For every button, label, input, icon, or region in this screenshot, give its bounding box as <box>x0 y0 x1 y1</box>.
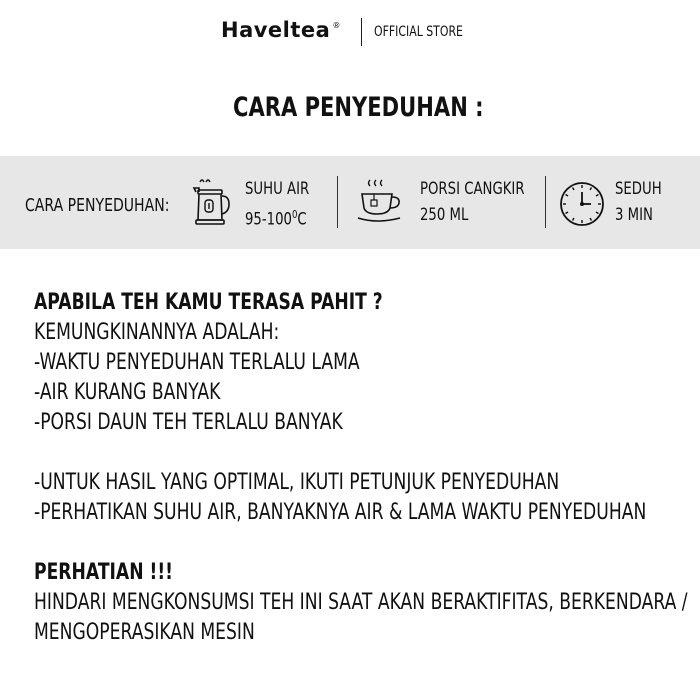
steep-time-value: 3 MIN <box>615 205 653 225</box>
spec-divider-1 <box>337 176 338 228</box>
official-store-text: OFFICIAL STORE <box>374 24 463 40</box>
body-line <box>34 408 684 438</box>
body-line-text: -PORSI DAUN TEH TERLALU BANYAK <box>34 410 343 435</box>
spacer <box>34 438 684 468</box>
steep-time-label: SEDUH <box>615 179 662 199</box>
kettle-icon <box>190 178 232 226</box>
warning-line <box>34 588 688 618</box>
brewing-bar-label-text: CARA PENYEDUHAN: <box>25 195 170 216</box>
header-divider <box>361 18 362 46</box>
body-line-text: -WAKTU PENYEDUHAN TERLALU LAMA <box>34 350 360 375</box>
tip-line-text: -UNTUK HASIL YANG OPTIMAL, IKUTI PETUNJUK PENYEDUHAN <box>34 470 560 495</box>
tip-line <box>34 498 684 528</box>
cup-portion-label: PORSI CANGKIR <box>420 179 525 199</box>
tea-cup-icon <box>356 178 404 224</box>
body-line <box>34 378 684 408</box>
body-line <box>34 348 684 378</box>
body-line-text: KEMUNGKINANNYA ADALAH: <box>34 320 280 345</box>
warning-line-text: HINDARI MENGKONSUMSI TEH INI SAAT AKAN BERAKTIFITAS, BERKENDARA / <box>34 590 688 615</box>
water-temperature <box>245 176 327 233</box>
tip-line-text: -PERHATIKAN SUHU AIR, BANYAKNYA AIR & LAMA WAKTU PENYEDUHAN <box>34 500 647 525</box>
warning-heading <box>34 558 684 588</box>
official-store-label <box>374 24 488 40</box>
degree-sup: 0 <box>291 208 298 221</box>
steep-time <box>615 176 675 228</box>
page-title <box>233 92 554 123</box>
warning-line-text: MENGOPERASIKAN MESIN <box>34 620 255 645</box>
cup-portion-value: 250 ML <box>420 205 469 225</box>
water-temperature-label: SUHU AIR <box>245 179 310 199</box>
brewing-bar-label <box>25 195 210 216</box>
brewing-instructions-bar <box>0 156 700 249</box>
bitter-tea-heading <box>34 288 684 318</box>
spacer <box>34 528 684 558</box>
bitter-tea-heading-text: APABILA TEH KAMU TERASA PAHIT ? <box>34 290 383 315</box>
temp-unit: C <box>297 209 307 230</box>
tip-line <box>34 468 684 498</box>
page-title-text: CARA PENYEDUHAN : <box>233 92 484 123</box>
body-line-text: -AIR KURANG BANYAK <box>34 380 221 405</box>
warning-heading-text: PERHATIAN !!! <box>34 560 174 585</box>
brand-name: Haveltea <box>221 18 331 42</box>
clock-icon <box>558 180 606 228</box>
trademark-symbol: ® <box>332 21 341 30</box>
warning-line <box>34 618 684 648</box>
cup-portion <box>420 176 554 228</box>
body-line <box>34 318 684 348</box>
instructions-body <box>34 288 688 648</box>
temp-range: 95-100 <box>245 209 292 230</box>
spec-divider-2 <box>545 176 546 228</box>
water-temperature-value <box>245 202 307 233</box>
header <box>0 18 700 46</box>
brand-logo <box>221 18 341 42</box>
